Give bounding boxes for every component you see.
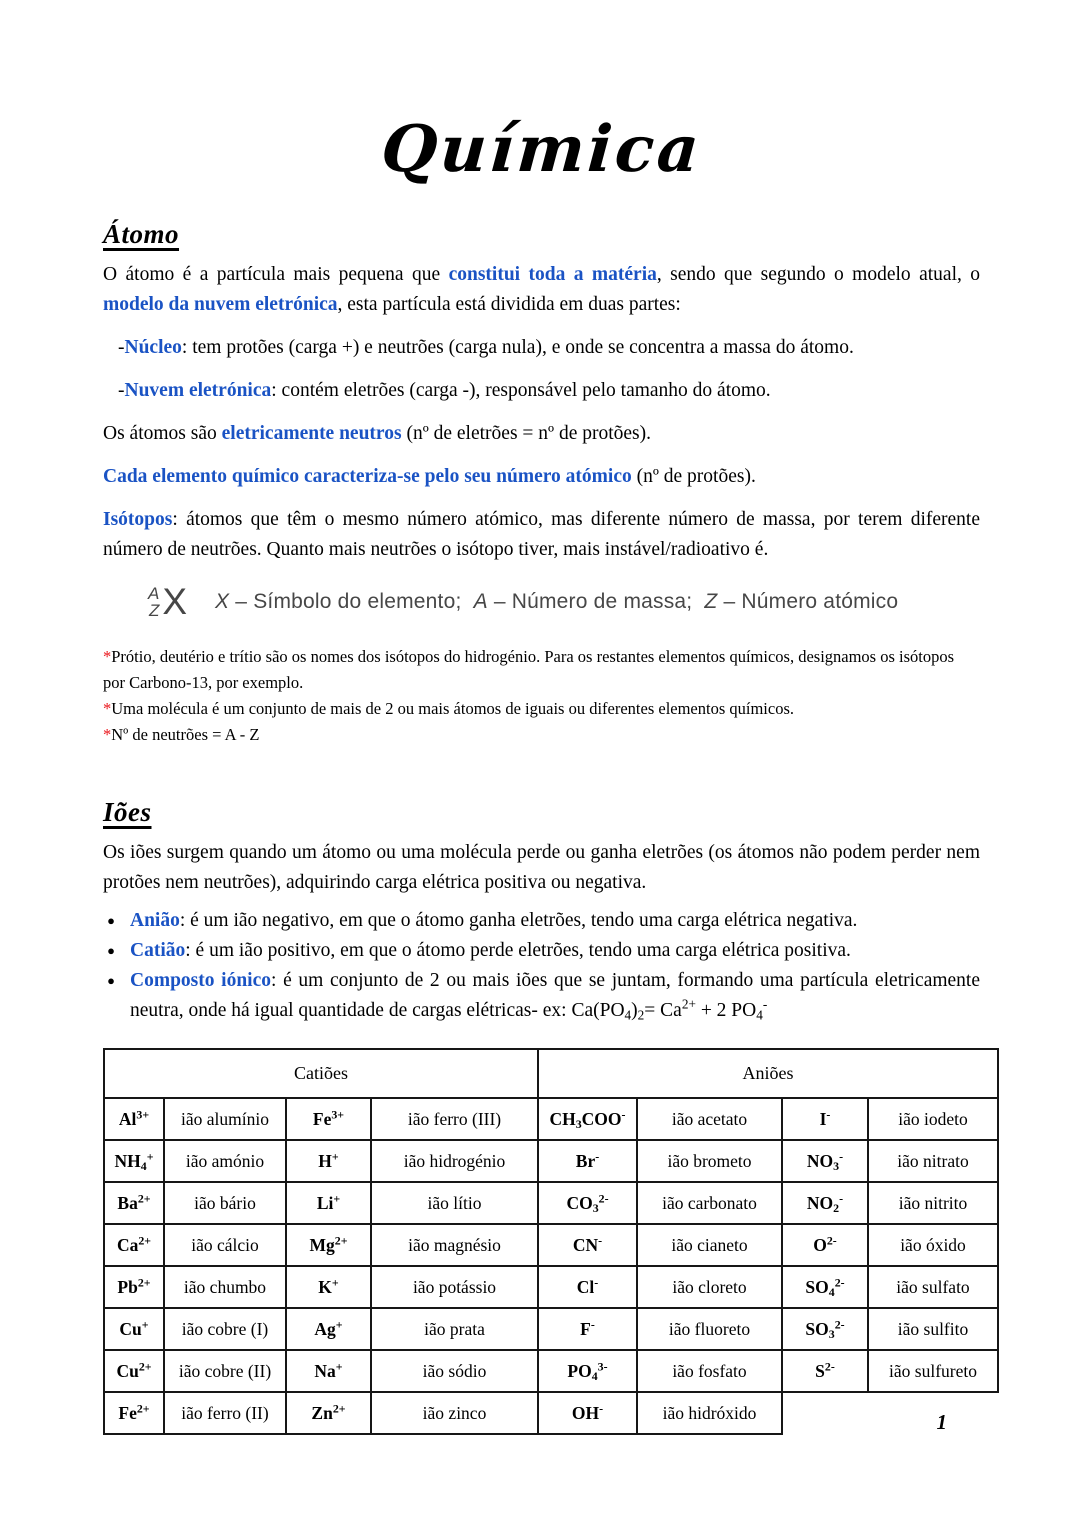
ion-name-cell: ião sódio	[371, 1350, 538, 1392]
ion-symbol-cell: $O^{2-}$	[782, 1224, 868, 1266]
ion-name-cell: ião alumínio	[164, 1098, 286, 1140]
ion-name-cell: ião amónio	[164, 1140, 286, 1182]
ion-symbol-cell: $NH_4^+$	[104, 1140, 164, 1182]
ion-name-cell: ião cobre (II)	[164, 1350, 286, 1392]
ion-symbol-cell: F-	[538, 1308, 637, 1350]
list-item	[103, 966, 980, 1026]
ion-name-cell: ião sulfato	[868, 1266, 998, 1308]
ion-name-cell: ião sulfito	[868, 1308, 998, 1350]
ion-name-cell: ião brometo	[637, 1140, 782, 1182]
ion-symbol-cell: $Zn^{2+}$	[286, 1392, 371, 1434]
bullet-text-composto-ionico: Composto iónico: é um conjunto de 2 ou mais iões que se juntam, formando uma partícula eletricamente neutra, onde há igual quantidade de cargas elétricas- ex: $Ca(PO_4)_2= Ca^{2+} + 2$ $PO_4^-$	[130, 970, 980, 1023]
list-item	[103, 906, 980, 936]
atomo-nucleo-line: -Núcleo: tem protões (carga +) e neutrões (carga nula), e onde se concentra a massa do átomo.	[118, 337, 854, 358]
ion-name-cell: ião hidrogénio	[371, 1140, 538, 1182]
ion-symbol-cell: $SO_4^{2-}$	[782, 1266, 868, 1308]
ion-symbol-cell: $Fe^{3+}$	[286, 1098, 371, 1140]
ion-symbol-cell: $CO_3^{2-}$	[538, 1182, 637, 1224]
ion-symbol-cell: Br-	[538, 1140, 637, 1182]
ion-name-cell: ião nitrito	[868, 1182, 998, 1224]
ion-symbol-cell: $Pb^{2+}$	[104, 1266, 164, 1308]
ion-name-cell: ião fosfato	[637, 1350, 782, 1392]
ion-name-cell: ião fluoreto	[637, 1308, 782, 1350]
mass-number-letter: A	[148, 583, 160, 603]
document-title: Química	[378, 112, 705, 187]
isotope-notation-symbol	[148, 583, 187, 620]
mass-atomic-stack	[148, 585, 159, 619]
footnote: *Prótio, deutério e trítio são os nomes dos isótopos do hidrogénio. Para os restantes elementos químicos, designamos os isótopos por Carbono-13, por exemplo.	[103, 647, 955, 692]
ion-symbol-cell: $Cu^{2+}$	[104, 1350, 164, 1392]
ion-name-cell: ião potássio	[371, 1266, 538, 1308]
atomo-neutros-line: Os átomos são eletricamente neutros (nº de eletrões = nº de protões).	[103, 423, 652, 444]
element-symbol-letter: X	[162, 581, 188, 622]
ions-table-body	[104, 1098, 998, 1434]
table-row	[104, 1392, 998, 1434]
atomo-isotopos-paragraph: Isótopos: átomos que têm o mesmo número atómico, mas diferente número de massa, por terem diferente número de neutrões. Quanto mais neutrões o isótopo tiver, mais instável/radioativo é.	[103, 509, 980, 560]
ion-symbol-cell: CN-	[538, 1224, 637, 1266]
section-heading-atomo: Átomo	[103, 219, 180, 249]
page-number: 1	[936, 1410, 947, 1434]
ion-symbol-cell: Li+	[286, 1182, 371, 1224]
atomo-numero-atomico-line: Cada elemento químico caracteriza-se pelo seu número atómico (nº de protões).	[103, 466, 756, 487]
bullet-text-aniao: Anião: é um ião negativo, em que o átomo ganha eletrões, tendo uma carga elétrica negativa.	[130, 910, 858, 931]
ion-name-cell: ião lítio	[371, 1182, 538, 1224]
ion-symbol-cell: $CH_3COO^-$	[538, 1098, 637, 1140]
ion-symbol-cell: I-	[782, 1098, 868, 1140]
bullet-icon: ●	[107, 973, 115, 988]
table-row	[104, 1224, 998, 1266]
table-row	[104, 1140, 998, 1182]
ion-name-cell: ião ferro (III)	[371, 1098, 538, 1140]
ion-symbol-cell: $NO_3^-$	[782, 1140, 868, 1182]
ion-symbol-cell: $S^{2-}$	[782, 1350, 868, 1392]
ion-name-cell: ião bário	[164, 1182, 286, 1224]
ion-name-cell: ião cobre (I)	[164, 1308, 286, 1350]
ion-name-cell: ião sulfureto	[868, 1350, 998, 1392]
ion-name-cell: ião óxido	[868, 1224, 998, 1266]
isotope-notation-figure	[148, 583, 980, 620]
ion-symbol-cell: $SO_3^{2-}$	[782, 1308, 868, 1350]
ion-symbol-cell: $PO_4^{3-}$	[538, 1350, 637, 1392]
ion-name-cell: ião ferro (II)	[164, 1392, 286, 1434]
isotope-notation-caption: X – Símbolo do elemento; A – Número de massa; Z – Número atómico	[215, 589, 899, 613]
atomo-intro-paragraph: O átomo é a partícula mais pequena que constitui toda a matéria, sendo que segundo o modelo atual, o modelo da nuvem eletrónica, esta partícula está dividida em duas partes:	[103, 264, 981, 315]
table-row	[104, 1182, 998, 1224]
ion-symbol-cell: $Ca^{2+}$	[104, 1224, 164, 1266]
table-row	[104, 1098, 998, 1140]
bullet-icon: ●	[107, 943, 115, 958]
atomo-nuvem-line: -Nuvem eletrónica: contém eletrões (carga -), responsável pelo tamanho do átomo.	[118, 380, 771, 401]
ions-table	[103, 1048, 999, 1435]
list-item	[103, 936, 980, 966]
table-row	[104, 1350, 998, 1392]
ion-symbol-cell: $Al^{3+}$	[104, 1098, 164, 1140]
ion-symbol-cell: K+	[286, 1266, 371, 1308]
ion-symbol-cell: $Ba^{2+}$	[104, 1182, 164, 1224]
ion-symbol-cell: H+	[286, 1140, 371, 1182]
ion-symbol-cell: $Fe^{2+}$	[104, 1392, 164, 1434]
ion-name-cell: ião cianeto	[637, 1224, 782, 1266]
ion-symbol-cell: Ag+	[286, 1308, 371, 1350]
ion-symbol-cell: Cl-	[538, 1266, 637, 1308]
ion-name-cell: ião iodeto	[868, 1098, 998, 1140]
atomic-number-letter: Z	[148, 600, 160, 620]
ion-name-cell: ião hidróxido	[637, 1392, 782, 1434]
ion-name-cell: ião prata	[371, 1308, 538, 1350]
bullet-icon: ●	[107, 913, 115, 928]
ion-symbol-cell: OH-	[538, 1392, 637, 1434]
ion-symbol-cell: $Mg^{2+}$	[286, 1224, 371, 1266]
bullet-text-catiao: Catião: é um ião positivo, em que o átomo perde eletrões, tendo uma carga elétrica positiva.	[130, 940, 851, 961]
header-anioes: Aniões	[538, 1049, 998, 1098]
footnote: *Nº de neutrões = A - Z	[103, 725, 260, 744]
section-heading-ioes: Iões	[103, 797, 152, 827]
ion-name-cell: ião cloreto	[637, 1266, 782, 1308]
ion-name-cell: ião nitrato	[868, 1140, 998, 1182]
ion-name-cell: ião chumbo	[164, 1266, 286, 1308]
header-catioes: Catiões	[104, 1049, 538, 1098]
ion-symbol-cell: Cu+	[104, 1308, 164, 1350]
ion-symbol-cell: Na+	[286, 1350, 371, 1392]
ion-name-cell: ião zinco	[371, 1392, 538, 1434]
footnote: *Uma molécula é um conjunto de mais de 2 ou mais átomos de iguais ou diferentes elementos químicos.	[103, 699, 795, 718]
footnotes-block	[103, 644, 980, 748]
ion-symbol-cell: $NO_2^-$	[782, 1182, 868, 1224]
ioes-bullet-list	[103, 906, 980, 1026]
table-header-row	[104, 1049, 998, 1098]
page-content	[0, 104, 1080, 1435]
ion-name-cell: ião carbonato	[637, 1182, 782, 1224]
ioes-intro-paragraph: Os iões surgem quando um átomo ou uma molécula perde ou ganha eletrões (os átomos não podem perder nem protões nem neutrões), adquirindo carga elétrica positiva ou negativa.	[103, 842, 980, 893]
ion-name-cell: ião magnésio	[371, 1224, 538, 1266]
table-row	[104, 1308, 998, 1350]
ion-name-cell: ião cálcio	[164, 1224, 286, 1266]
table-row	[104, 1266, 998, 1308]
ion-name-cell: ião acetato	[637, 1098, 782, 1140]
